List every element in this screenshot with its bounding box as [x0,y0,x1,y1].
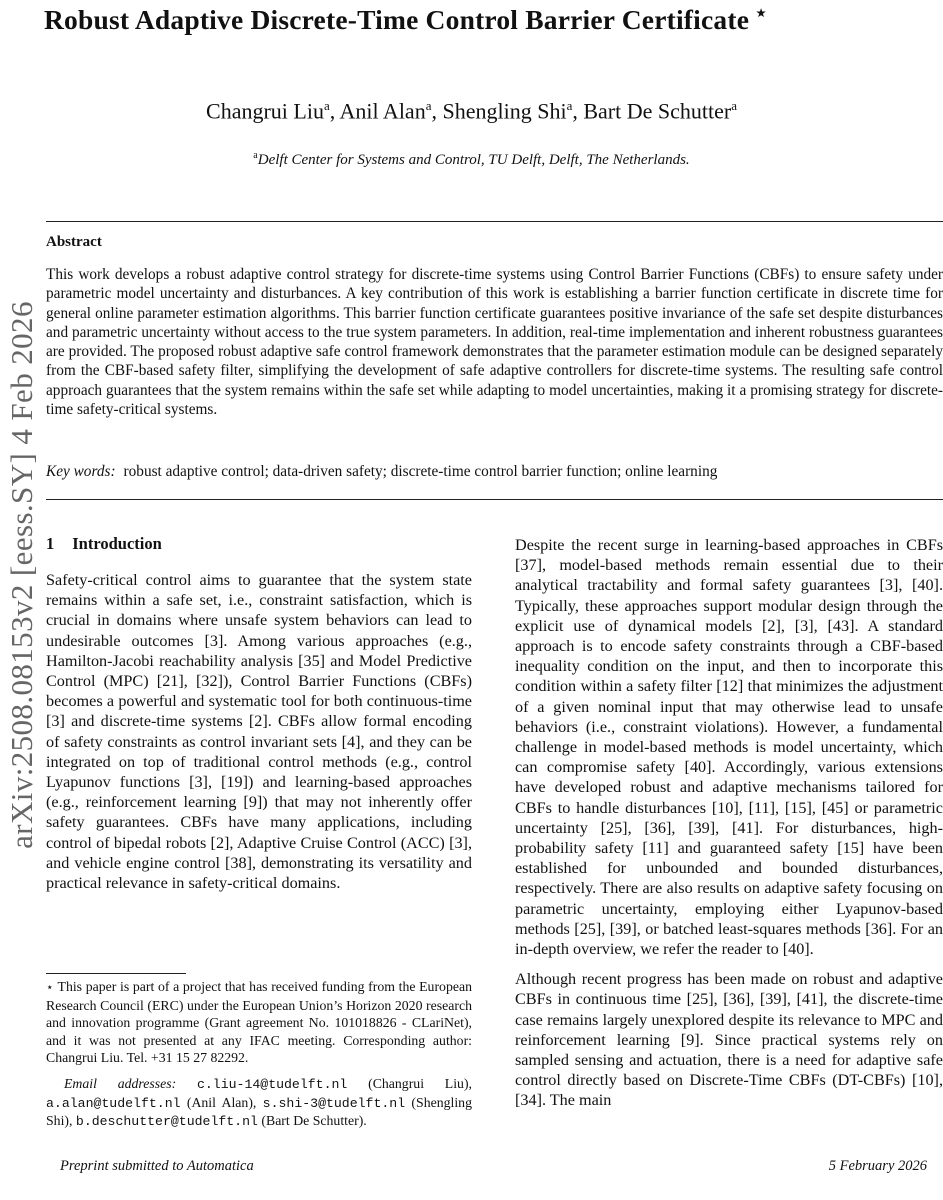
footnote-text: This paper is part of a project that has received funding from the European Research Council (ERC) under the European Union’s Horizon 2020 research and innovation programme (Grant agreement No. 101018826 - CLariNet), and it was not presented at any IFAC meeting. Corresponding author: Changrui Liu. Tel. +31 15 27 82292. [46,979,472,1066]
email-link[interactable]: b.deschutter@tudelft.nl [75,1114,258,1130]
affil-mark: a [323,98,330,113]
affiliation-text: Delft Center for Systems and Control, TU Delft, Delft, The Netherlands. [257,152,690,168]
paper-title [44,2,943,36]
section-heading [46,534,180,554]
email-addresses [46,1075,472,1131]
author-name: Shengling Shi [442,98,567,124]
email-owner: (Anil Alan), [186,1094,257,1110]
divider-bottom [46,499,943,500]
author-name: Changrui Liu [206,98,324,124]
footnote-mark: ⋆ [46,980,54,994]
affiliation [0,150,943,169]
title-text: Robust Adaptive Discrete-Time Control Barrier Certificate [44,4,750,36]
section-title: Introduction [72,534,162,553]
email-owner: (Shengling Shi), [46,1094,472,1129]
intro-paragraph: Despite the recent surge in learning-based approaches in CBFs [37], model-based methods remain essential due to their analytical tractability and formal safety guarantees [3], [40]. Typically, these approaches support modular design through the explicit use of dynamical models [2], [3], [43]. A standard approach is to encode safety constraints through a CBF-based inequality condition on the input, and then to incorporate this condition within a safety filter [12] that minimizes the adjustment of a given nominal input that may otherwise lead to unsafe behaviors (i.e., constraint violations). However, a fundamental challenge in model-based methods is model uncertainty, which can compromise safety [40]. Accordingly, various extensions have developed robust and adaptive mechanisms tailored for CBFs to handle disturbances [10], [11], [15], [45] or parametric uncertainty [25], [36], [39], [41]. For disturbances, high-probability safety [11] and guaranteed safety [15] have been established for unbounded and bounded disturbances, respectively. There are also results on adaptive safety focusing on parametric uncertainty, employing either Lyapunov-based methods [25], [39], or batched least-squares methods [36]. For an in-depth overview, we refer the reader to [40]. [515,536,943,959]
affil-mark: a [566,98,573,113]
keywords-text: robust adaptive control; data-driven safety; discrete-time control barrier function; online learning [123,463,718,480]
footnote-rule [46,973,186,974]
email-link[interactable]: a.alan@tudelft.nl [46,1095,181,1111]
affil-mark: a [425,98,432,113]
abstract-heading: Abstract [46,234,102,250]
email-link[interactable]: s.shi-3@tudelft.nl [262,1095,406,1111]
arxiv-id: arXiv:2508.08153v2 [eess.SY] 4 Feb 2026 [4,301,39,849]
affil-mark: a [253,150,258,161]
section-number: 1 [46,534,55,553]
author-name: Bart De Schutter [583,98,732,124]
author-list: Changrui Liu$^a$, Anil Alan$^a$, Shengling Shi$^a$, Bart De Schutter$^a$ [206,98,737,124]
email-link[interactable]: c.liu-14@tudelft.nl [196,1076,348,1092]
abstract-body: This work develops a robust adaptive control strategy for discrete-time systems using Control Barrier Functions (CBFs) to ensure safety under parametric model uncertainty and disturbances. A key contribution of this work is establishing a barrier function certificate in discrete time for general online parameter estimation algorithms. This barrier function certificate guarantees positive invariance of the safe set despite disturbances and parametric uncertainty without access to the true system parameters. In addition, real-time implementation and inherent robustness guarantees are provided. The proposed robust adaptive safe control framework demonstrates that the parameter estimation module can be designed separately from the CBF-based safety filter, simplifying the development of safe adaptive controllers for discrete-time systems. The resulting safe control approach guarantees that the system remains within the safe set while adapting to model uncertainties, making it a promising strategy for discrete-time safety-critical systems. [46,266,943,419]
keywords [46,463,943,481]
title-footnote-mark: ⋆ [755,3,768,24]
intro-paragraph: Although recent progress has been made on robust and adaptive CBFs in continuous time [25], [36], [39], [41], the discrete-time case remains largely unexplored despite its relevance to MPC and reinforcement learning [9]. Since practical systems rely on sampled sensing and actuation, there is a need for adaptive safe control directly based on Discrete-Time CBFs (DT-CBFs) [10], [34]. The main [515,970,943,1110]
keywords-label: Key words: [46,463,116,480]
email-owner: (Changrui Liu), [368,1075,472,1091]
affil-mark: a [731,98,737,113]
arxiv-sidebar-stamp [2,280,42,870]
intro-paragraph: Safety-critical control aims to guarantee that the system state remains within a safe set, i.e., constraint satisfaction, which is crucial in domains where unsafe system behaviors can lead to undesirable outcomes [3]. Among various approaches (e.g., Hamilton-Jacobi reachability analysis [35] and Model Predictive Control (MPC) [21], [32]), Control Barrier Functions (CBFs) becomes a powerful and systematic tool for both continuous-time [3] and discrete-time systems [2]. CBFs allow formal encoding of safety constraints as control invariant sets [4], and they can be integrated on top of traditional control methods (e.g., control Lyapunov functions [3], [19]) and learning-based approaches (e.g., reinforcement learning [9]) that may not inherently offer safety guarantees. CBFs have many applications, including control of bipedal robots [2], Adaptive Cruise Control (ACC) [3], and vehicle engine control [38], demonstrating its versatility and practical relevance in safety-critical domains. [46,571,472,893]
email-owner: (Bart De Schutter). [261,1113,367,1129]
footer-journal: Preprint submitted to Automatica [60,1158,254,1174]
divider-top [46,221,943,222]
intro-left-column [46,570,472,893]
footnote [46,978,472,1131]
footer-date: 5 February 2026 [828,1158,927,1174]
email-label: Email addresses: [64,1075,177,1091]
intro-right-column [515,535,943,1111]
author-name: Anil Alan [339,98,426,124]
